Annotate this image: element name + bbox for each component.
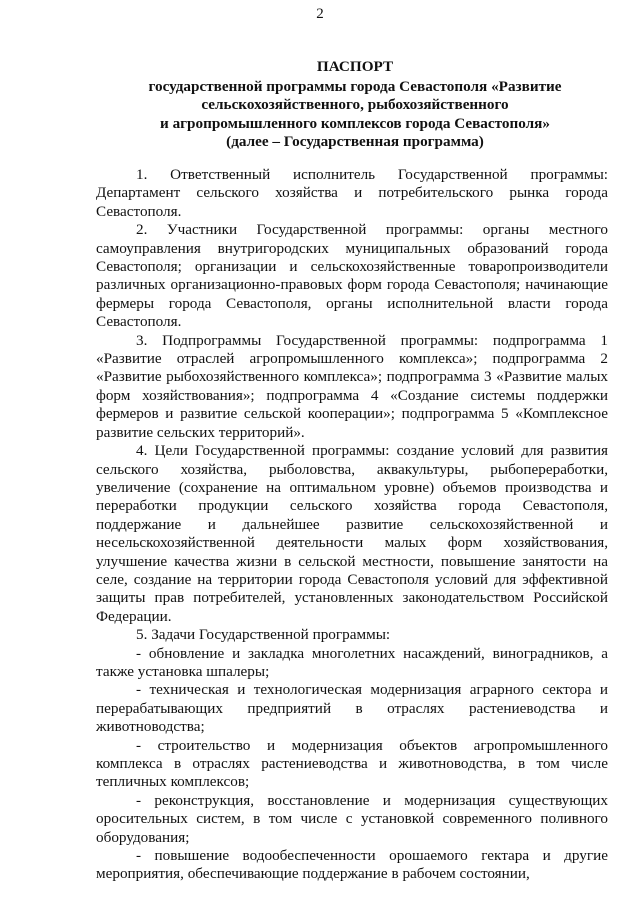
task-item: - обновление и закладка многолетних насаждений, виноградников, а также установка шпалеры; bbox=[96, 644, 608, 680]
paragraph-participants: 2. Участники Государственной программы: органы местного самоуправления внутригородских муниципальных образований города Севастополя; организации и сельскохозяйственные товаропроизводители различных организационно-правовых форм города Севастополя; начинающие фермеры города Севастополя, органы исполнительной власти города Севастополя. bbox=[96, 221, 608, 331]
paragraph-responsible-executor: 1. Ответственный исполнитель Государственной программы: Департамент сельского хозяйства и потребительского рынка города Севастополя. bbox=[96, 166, 608, 220]
document-body bbox=[96, 166, 608, 884]
paragraph-goals: 4. Цели Государственной программы: создание условий для развития сельского хозяйства, рыболовства, аквакультуры, рыбопереработки, увеличение (сохранение на оптимальном уровне) объемов производства и переработки продукции сельского хозяйства города Севастополя, поддержание и дальнейшее развитие сельскохозяйственной и несельскохозяйственной деятельности малых форм хозяйствования, улучшение качества жизни в сельской местности, повышение занятости на селе, создание на территории города Севастополя условий для эффективной защиты прав потребителей, установленных законодательством Российской Федерации. bbox=[96, 442, 608, 625]
task-item: - техническая и технологическая модернизация аграрного сектора и перерабатывающих предприятий в отраслях растениеводства и животноводства; bbox=[96, 681, 608, 736]
page-number: 2 bbox=[316, 6, 324, 22]
task-item: - реконструкция, восстановление и модернизация существующих оросительных систем, в том числе с установкой современного поливного оборудования; bbox=[96, 791, 608, 846]
title-line-1: государственной программы города Севастополя «Развитие bbox=[148, 78, 562, 96]
title-line-3: и агропромышленного комплексов города Севастополя» bbox=[160, 114, 550, 132]
title-line-4: (далее – Государственная программа) bbox=[226, 132, 484, 150]
task-item: - повышение водообеспеченности орошаемого гектара и другие мероприятия, обеспечивающие поддержание в рабочем состоянии, bbox=[96, 847, 608, 883]
task-item: - строительство и модернизация объектов агропромышленного комплекса в отраслях растениеводства и животноводства, в том числе тепличных комплексов; bbox=[96, 736, 608, 791]
document-title: ПАСПОРТ bbox=[316, 58, 394, 75]
paragraph-tasks-heading: 5. Задачи Государственной программы: bbox=[136, 626, 391, 644]
passport-title-block bbox=[95, 58, 615, 151]
paragraph-subprograms: 3. Подпрограммы Государственной программы: подпрограмма 1 «Развитие отраслей агропромышленного комплекса»; подпрограмма 2 «Развитие рыбохозяйственного комплекса»; подпрограмма 3 «Развитие малых форм хозяйствования»; подпрограмма 4 «Создание системы поддержки фермеров и развитие сельской кооперации»; подпрограмма 5 «Комплексное развитие сельских территорий». bbox=[96, 331, 608, 441]
title-line-2: сельскохозяйственного, рыбохозяйственного bbox=[201, 96, 509, 114]
